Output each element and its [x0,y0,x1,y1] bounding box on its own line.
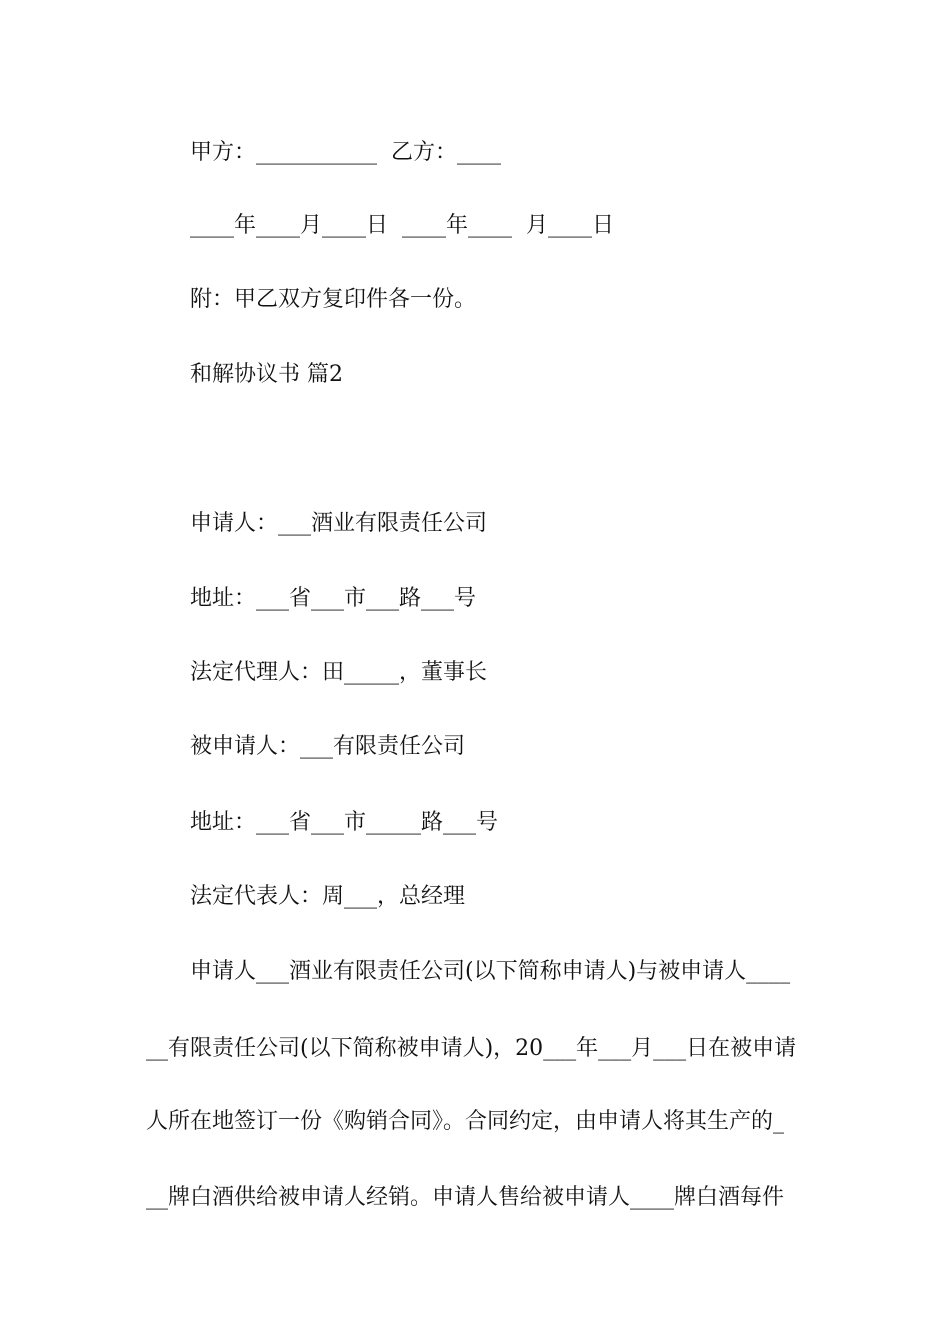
section-title: 和解协议书 篇2 [190,362,343,387]
signature-parties-line: 甲方：___________ 乙方：____ [190,140,501,165]
applicant-line: 申请人：___酒业有限责任公司 [190,511,488,536]
body-paragraph-line: 申请人___酒业有限责任公司(以下简称申请人)与被申请人____ [190,959,791,984]
body-paragraph-line: __有限责任公司(以下简称被申请人)，20___年___月___日在被申请 [146,1036,797,1061]
signature-dates-line: ____年____月____日 ____年____ 月____日 [190,213,614,238]
body-paragraph-line: 人所在地签订一份《购销合同》。合同约定，由申请人将其生产的_ [146,1109,785,1134]
body-paragraph-line: __牌白酒供给被申请人经销。申请人售给被申请人____牌白酒每件 [146,1185,785,1210]
attachment-note: 附：甲乙双方复印件各一份。 [190,287,477,312]
applicant-address-line: 地址：___省___市___路___号 [190,586,477,611]
legal-agent-line: 法定代理人：田_____，董事长 [190,660,488,685]
respondent-line: 被申请人：___有限责任公司 [190,734,466,759]
respondent-address-line: 地址：___省___市_____路___号 [190,810,499,835]
legal-representative-line: 法定代表人：周___，总经理 [190,884,466,909]
